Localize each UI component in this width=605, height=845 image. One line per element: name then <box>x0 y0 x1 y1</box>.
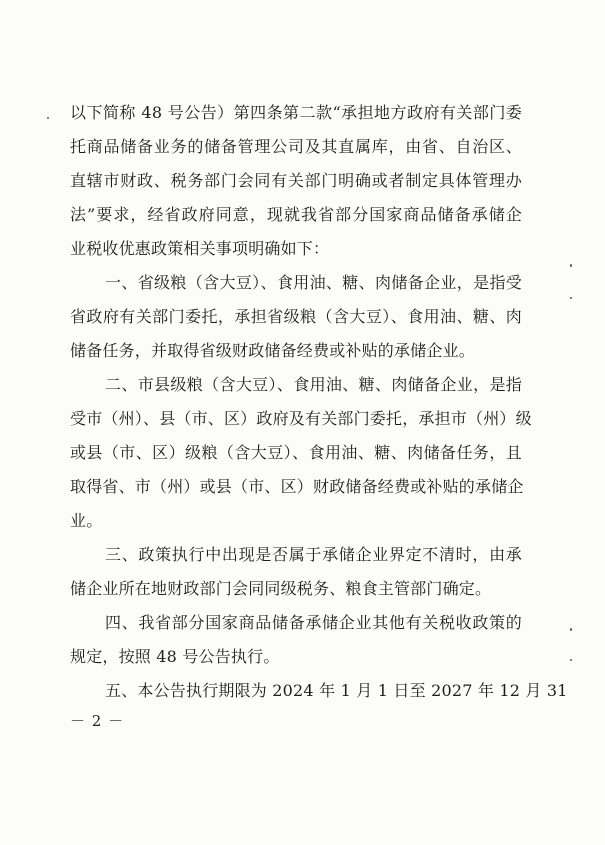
scan-speck <box>570 659 572 661</box>
scan-speck <box>570 628 572 631</box>
text-line-7: 省政府有关部门委托，承担省级粮（含大豆）、食用油、糖、肉 <box>70 307 522 326</box>
text-line-15: 储企业所在地财政部门会同同级税务、粮食主管部门确定。 <box>70 579 492 598</box>
page-number: － 2 － <box>70 712 125 730</box>
scan-speck <box>570 297 572 299</box>
text-line-11: 或县（市、区）级粮（含大豆）、食用油、糖、肉储备任务，且 <box>70 443 522 462</box>
text-line-2: 托商品储备业务的储备管理公司及其直属库，由省、自治区、 <box>70 137 522 156</box>
text-line-5: 业税收优惠政策相关事项明确如下： <box>70 239 330 258</box>
text-line-18: 五、本公告执行期限为 2024 年 1 月 1 日至 2027 年 12 月 31 <box>105 681 568 700</box>
text-line-3: 直辖市财政、税务部门会同有关部门明确或者制定具体管理办 <box>70 171 522 190</box>
text-line-9: 二、市县级粮（含大豆）、食用油、糖、肉储备企业，是指 <box>105 375 522 394</box>
text-line-1: 以下简称 48 号公告）第四条第二款“承担地方政府有关部门委 <box>70 103 522 122</box>
text-line-17: 规定，按照 48 号公告执行。 <box>70 647 280 666</box>
text-line-4: 法”要求，经省政府同意，现就我省部分国家商品储备承储企 <box>70 205 522 224</box>
scan-speck <box>47 117 49 119</box>
text-line-10: 受市（州）、县（市、区）政府及有关部门委托，承担市（州）级 <box>70 409 532 428</box>
text-line-8: 储备任务，并取得省级财政储备经费或补贴的承储企业。 <box>70 341 476 360</box>
text-line-16: 四、我省部分国家商品储备承储企业其他有关税收政策的 <box>105 613 522 632</box>
scan-speck <box>570 264 572 267</box>
text-line-13: 业。 <box>70 511 103 530</box>
text-line-14: 三、政策执行中出现是否属于承储企业界定不清时，由承 <box>105 545 522 564</box>
text-line-12: 取得省、市（州）或县（市、区）财政储备经费或补贴的承储企 <box>70 477 524 496</box>
text-line-6: 一、省级粮（含大豆）、食用油、糖、肉储备企业，是指受 <box>105 273 522 292</box>
